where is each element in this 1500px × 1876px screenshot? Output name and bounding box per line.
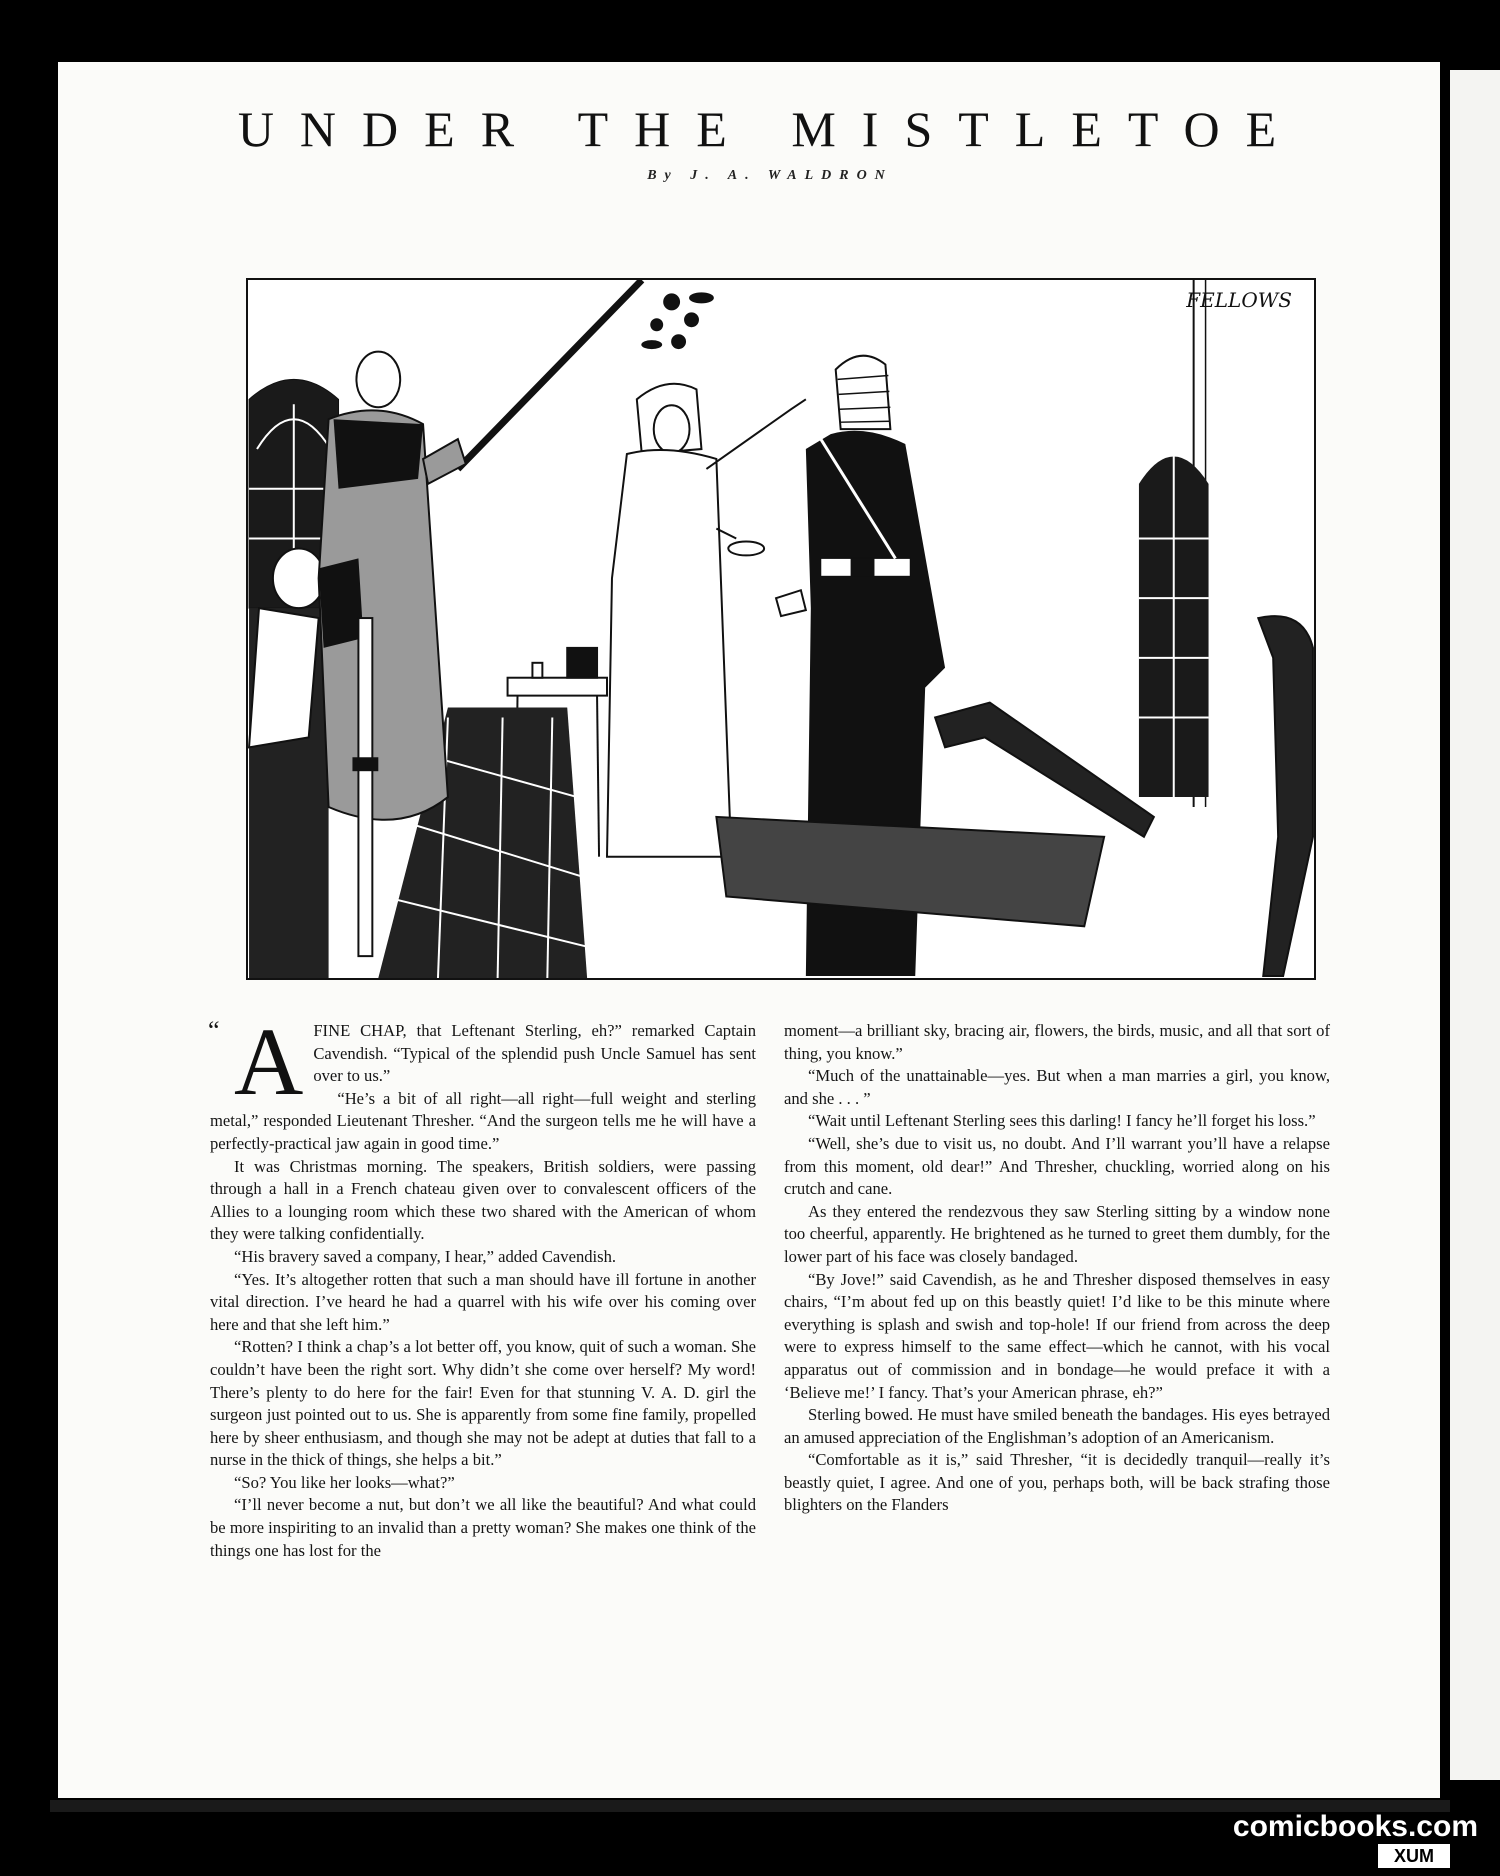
paragraph: FINE CHAP, that Leftenant Sterling, eh?” remarked Captain Cavendish. “Typical of the splendid push Uncle Samuel has sent over to us.” — [313, 1021, 756, 1086]
nurse — [607, 384, 806, 857]
watermark-tag: XUM — [1378, 1844, 1450, 1868]
paragraph: “Much of the unattainable—yes. But when a man marries a girl, you know, and she . . . ” — [784, 1066, 1330, 1108]
paragraph: “His bravery saved a company, I hear,” added Cavendish. — [234, 1246, 617, 1266]
paragraph: “Well, she’s due to visit us, no doubt. And I’ll warrant you’ll have a relapse from this moment, old dear!” And Thresher, chuckling, worried along on his crutch and cane. — [784, 1133, 1330, 1199]
artist-signature: FELLOWS — [1186, 288, 1292, 312]
drop-cap: A — [234, 1008, 304, 1115]
paragraph: “Rotten? I think a chap’s a lot better off, you know, quit of such a woman. She couldn’t have been the right sort. Why didn’t she come over herself? My word! There’s plenty to do here for the fair! Even for that stunning V. A. D. girl the surgeon just pointed out to us. She is apparently from some fine family, propelled here by sheer enthusiasm, and though she may not be adept at duties that fall to a nurse in the thick of things, she helps a bit.” — [210, 1337, 756, 1470]
paragraph: It was Christmas morning. The speakers, British soldiers, were passing through a hall in a French chateau given over to convalescent officers of the Allies to a lounging room which these two shared with the American of whom they were talking confidentially. — [210, 1156, 756, 1244]
opening-quote-mark: “ — [208, 1016, 220, 1045]
deck-chair — [716, 616, 1313, 976]
watermark-site: comicbooks.com — [1232, 1810, 1478, 1843]
paragraph: Sterling bowed. He must have smiled beneath the bandages. His eyes betrayed an amused appreciation of the Englishman’s adoption of an Americanism. — [784, 1405, 1330, 1447]
column-left — [208, 1008, 756, 1562]
facing-page-edge — [1450, 70, 1500, 1780]
paragraph: moment—a brilliant sky, bracing air, flowers, the birds, music, and all that sort of thing, you know.” — [784, 1021, 1330, 1063]
opening-paragraph — [208, 1008, 756, 1115]
paragraph: “By Jove!” said Cavendish, as he and Thresher disposed themselves in easy chairs, “I’m about fed up on this beastly quiet! I’d like to be this minute where everything is splash and swish and top-hole! If our friend from across the deep were to express himself to the same effect—which he cannot, with his vocal apparatus out of commission and in bondage—he would preface it with a ‘Believe me!’ I fancy. That’s your American phrase, eh?” — [784, 1269, 1330, 1402]
paragraph: “I’ll never become a nut, but don’t we all like the beautiful? And what could be more inspiriting to an invalid than a pretty woman? She makes one think of the things one has lost for the — [210, 1495, 756, 1560]
scan-watermark — [1233, 1810, 1478, 1868]
article-title: UNDER THE MISTLETOE — [237, 101, 1303, 157]
paragraph: “So? You like her looks—what?” — [234, 1472, 455, 1492]
paragraph: “Yes. It’s altogether rotten that such a man should have ill fortune in another vital direction. I’ve heard he had a quarrel with his wife over his coming over here and that she left him.” — [210, 1269, 756, 1334]
article-byline: By J. A. WALDRON — [647, 168, 893, 183]
illustration — [246, 278, 1316, 980]
illustration-drawing — [248, 280, 1314, 978]
paragraph: As they entered the rendezvous they saw Sterling sitting by a window none too cheerful, apparently. He brightened as he turned to greet them dumbly, for the lower part of his face was closely bandaged. — [784, 1201, 1330, 1266]
right-window — [1139, 454, 1209, 797]
paragraph: “Comfortable as it is,” said Thresher, “it is decidedly tranquil—really it’s beastly quiet, I agree. And one of you, perhaps both, will be back strafing those blighters on the Flanders — [784, 1450, 1330, 1515]
paragraph: “He’s a bit of all right—all right—full weight and sterling metal,” responded Lieutenant Thresher. “And the surgeon tells me he will have a perfectly-practical jaw again in good time.” — [210, 1088, 756, 1153]
column-right — [784, 1020, 1330, 1517]
paragraph: “Wait until Leftenant Sterling sees this darling! I fancy he’ll forget his loss.” — [808, 1111, 1316, 1131]
